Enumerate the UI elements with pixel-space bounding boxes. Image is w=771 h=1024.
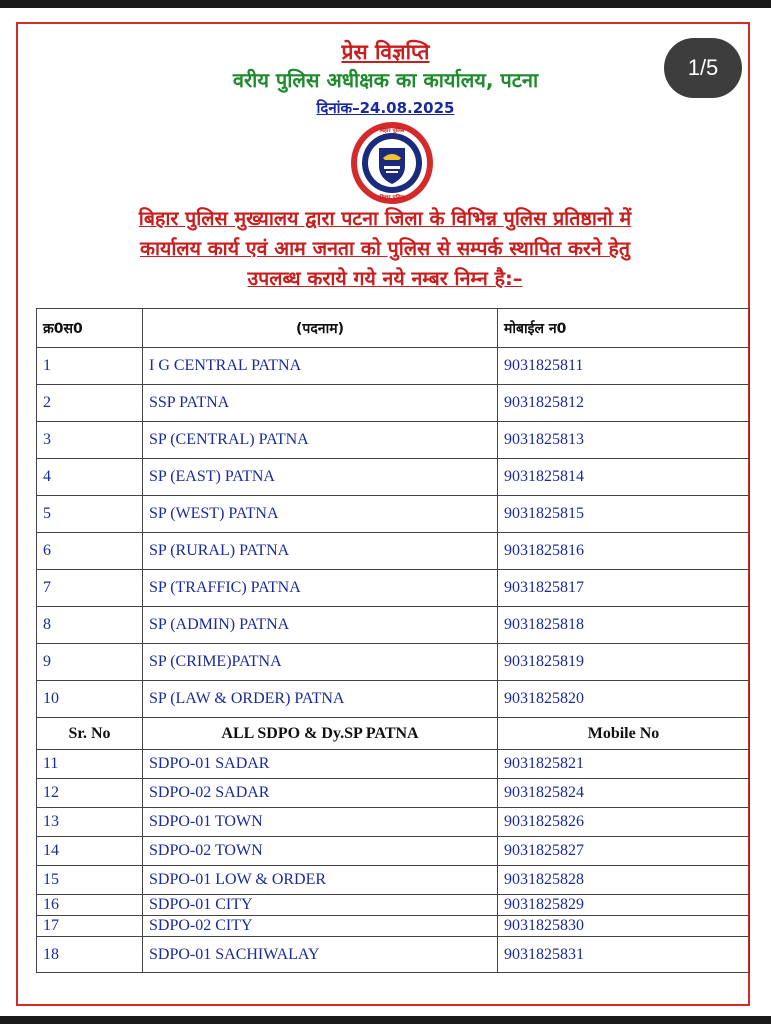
- header-designation: ALL SDPO & Dy.SP PATNA: [143, 718, 498, 750]
- notice-line-2: कार्यालय कार्य एवं आम जनता को पुलिस से सम्पर्क स्थापित करने हेतु: [140, 237, 630, 260]
- table-row: [37, 916, 750, 937]
- table-row: [37, 459, 750, 496]
- serial-cell: 8: [37, 607, 143, 644]
- serial-cell: 6: [37, 533, 143, 570]
- designation-cell: I G CENTRAL PATNA: [143, 348, 498, 385]
- mobile-cell: 9031825828: [498, 866, 750, 895]
- table-row: [37, 937, 750, 973]
- serial-cell: 2: [37, 385, 143, 422]
- table-row: [37, 837, 750, 866]
- header-serial: Sr. No: [37, 718, 143, 750]
- press-release-title: प्रेस विज्ञप्ति: [341, 40, 430, 64]
- serial-cell: 14: [37, 837, 143, 866]
- serial-cell: 4: [37, 459, 143, 496]
- designation-cell: SDPO-01 CITY: [143, 895, 498, 916]
- table-row: [37, 681, 750, 718]
- designation-cell: SP (CENTRAL) PATNA: [143, 422, 498, 459]
- serial-cell: 15: [37, 866, 143, 895]
- table-row: [37, 866, 750, 895]
- designation-cell: SP (ADMIN) PATNA: [143, 607, 498, 644]
- mobile-cell: 9031825814: [498, 459, 750, 496]
- table-row: [37, 570, 750, 607]
- date-line: दिनांक–24.08.2025: [316, 99, 455, 117]
- mobile-cell: 9031825830: [498, 916, 750, 937]
- header-serial: क्र0स0: [37, 309, 143, 348]
- designation-cell: SP (EAST) PATNA: [143, 459, 498, 496]
- logo-bottom-text: बिहार पुलिस: [379, 195, 405, 201]
- serial-cell: 1: [37, 348, 143, 385]
- designation-cell: SP (WEST) PATNA: [143, 496, 498, 533]
- designation-cell: SDPO-02 TOWN: [143, 837, 498, 866]
- serial-cell: 17: [37, 916, 143, 937]
- mobile-cell: 9031825812: [498, 385, 750, 422]
- mobile-cell: 9031825819: [498, 644, 750, 681]
- mobile-cell: 9031825816: [498, 533, 750, 570]
- designation-cell: SDPO-01 TOWN: [143, 808, 498, 837]
- designation-cell: SP (RURAL) PATNA: [143, 533, 498, 570]
- mobile-cell: 9031825818: [498, 607, 750, 644]
- header-designation: (पदनाम): [143, 309, 498, 348]
- bottom-bar: [0, 1016, 771, 1024]
- serial-cell: 16: [37, 895, 143, 916]
- table-row: [37, 607, 750, 644]
- table-row: [37, 808, 750, 837]
- serial-cell: 3: [37, 422, 143, 459]
- designation-cell: SSP PATNA: [143, 385, 498, 422]
- table-row: [37, 644, 750, 681]
- table-row: [37, 750, 750, 779]
- header-mobile: मोबाईल न0: [498, 309, 750, 348]
- serial-cell: 7: [37, 570, 143, 607]
- designation-cell: SP (LAW & ORDER) PATNA: [143, 681, 498, 718]
- logo-top-text: बिहार पुलिस: [379, 128, 405, 134]
- table-row: [37, 533, 750, 570]
- designation-cell: SDPO-02 SADAR: [143, 779, 498, 808]
- mobile-cell: 9031825815: [498, 496, 750, 533]
- designation-cell: SP (CRIME)PATNA: [143, 644, 498, 681]
- table-row: [37, 496, 750, 533]
- mobile-cell: 9031825824: [498, 779, 750, 808]
- mobile-cell: 9031825820: [498, 681, 750, 718]
- mobile-cell: 9031825829: [498, 895, 750, 916]
- header-mobile: Mobile No: [498, 718, 750, 750]
- designation-cell: SDPO-01 SADAR: [143, 750, 498, 779]
- contact-table-body: [37, 309, 750, 973]
- designation-cell: SP (TRAFFIC) PATNA: [143, 570, 498, 607]
- mobile-cell: 9031825821: [498, 750, 750, 779]
- bihar-police-logo: [351, 122, 433, 204]
- designation-cell: SDPO-01 SACHIWALAY: [143, 937, 498, 973]
- top-bar: [0, 0, 771, 8]
- serial-cell: 9: [37, 644, 143, 681]
- table-row: [37, 779, 750, 808]
- notice-line-1: बिहार पुलिस मुख्यालय द्वारा पटना जिला के विभिन्न पुलिस प्रतिष्ठानो में: [138, 207, 632, 230]
- mobile-cell: 9031825827: [498, 837, 750, 866]
- table-row: [37, 348, 750, 385]
- serial-cell: 12: [37, 779, 143, 808]
- serial-cell: 11: [37, 750, 143, 779]
- mobile-cell: 9031825831: [498, 937, 750, 973]
- serial-cell: 10: [37, 681, 143, 718]
- designation-cell: SDPO-01 LOW & ORDER: [143, 866, 498, 895]
- table-row: [37, 895, 750, 916]
- serial-cell: 5: [37, 496, 143, 533]
- mobile-cell: 9031825811: [498, 348, 750, 385]
- table-row: [37, 422, 750, 459]
- serial-cell: 13: [37, 808, 143, 837]
- page-indicator[interactable]: 1/5: [664, 38, 742, 98]
- table2-header-row: [37, 718, 750, 750]
- table-row: [37, 385, 750, 422]
- serial-cell: 18: [37, 937, 143, 973]
- mobile-cell: 9031825813: [498, 422, 750, 459]
- contact-table: [36, 308, 750, 973]
- mobile-cell: 9031825826: [498, 808, 750, 837]
- table1-header-row: [37, 309, 750, 348]
- designation-cell: SDPO-02 CITY: [143, 916, 498, 937]
- office-title: वरीय पुलिस अधीक्षक का कार्यालय, पटना: [232, 68, 539, 92]
- mobile-cell: 9031825817: [498, 570, 750, 607]
- notice-line-3: उपलब्ध कराये गये नये नम्बर निम्न है:–: [247, 267, 523, 290]
